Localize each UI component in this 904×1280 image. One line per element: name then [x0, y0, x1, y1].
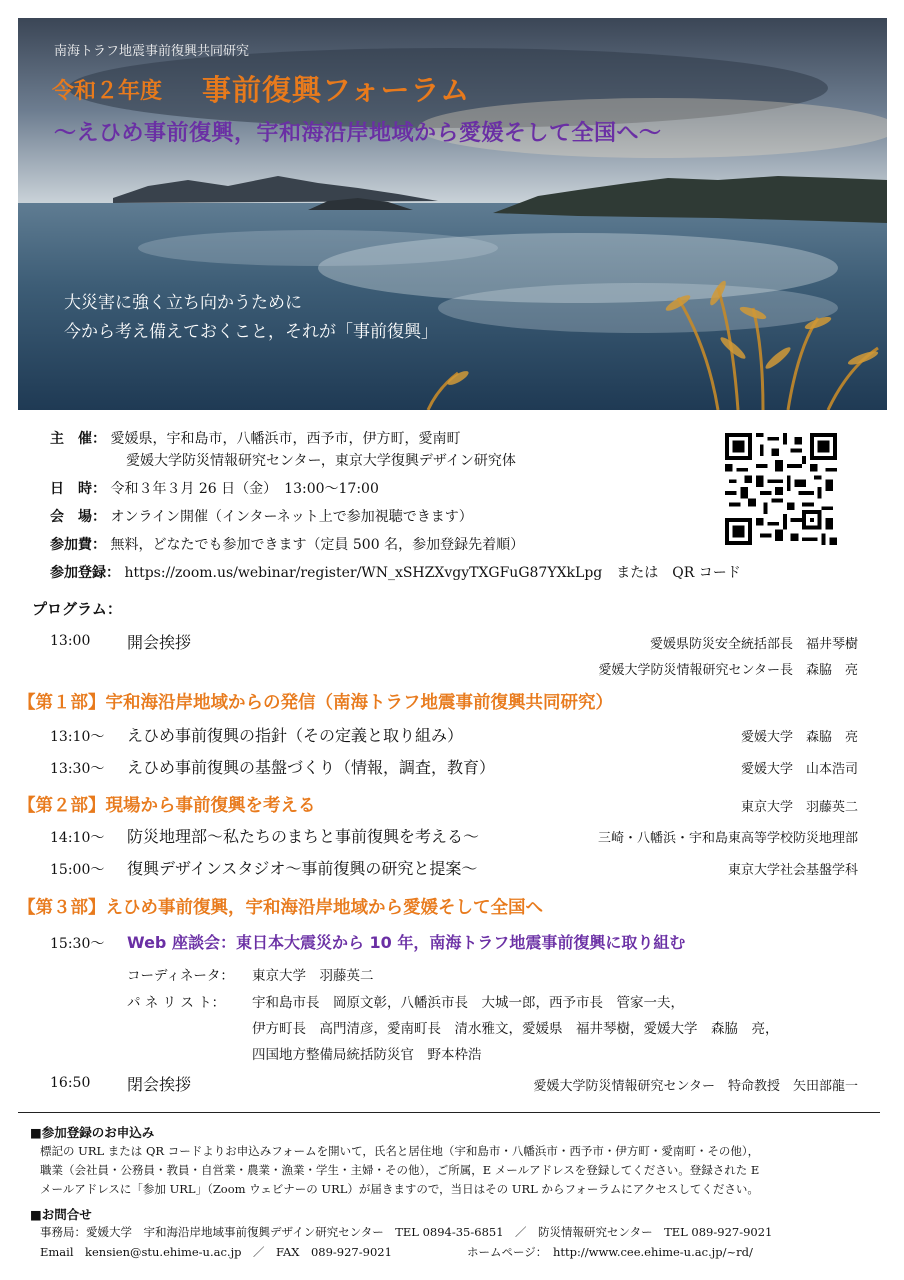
part3-time: 15:30〜	[50, 936, 105, 952]
footer-divider	[18, 1112, 880, 1113]
registration-url[interactable]: https://zoom.us/webinar/register/WN_xSHZXvgyTXGFuG87YXkLpg または QR コード	[124, 565, 741, 581]
part2-title: 【第２部】現場から事前復興を考える	[18, 796, 316, 816]
closing-speaker: 愛媛大学防災情報研究センター 特命教授 矢田部龍一	[533, 1079, 858, 1094]
date-value: 令和３年３月 26 日（金） 13:00〜17:00	[110, 481, 379, 497]
contact-email[interactable]: Email kensien@stu.ehime-u.ac.jp ／ FAX 089-927-9021	[40, 1245, 392, 1259]
host-line-1: 愛媛県，宇和島市，八幡浜市，西予市，伊方町，愛南町	[110, 431, 461, 447]
venue-label: 会 場：	[50, 509, 106, 525]
part3-title: 【第３部】えひめ事前復興，宇和海沿岸地域から愛媛そして全国へ	[18, 898, 543, 918]
part1-item2-title: えひめ事前復興の基盤づくり（情報，調査，教育）	[127, 758, 496, 777]
panelist-label: パ ネ リ ス ト：	[127, 995, 226, 1011]
page-title: 事前復興フォーラム	[202, 73, 471, 107]
hero-banner	[18, 18, 887, 410]
panelist-line-3: 四国地方整備局統括防災官 野本枠浩	[252, 1047, 482, 1063]
registration-heading: ■参加登録のお申込み	[30, 1125, 155, 1140]
coordinator-label: コーディネータ：	[127, 968, 234, 984]
closing-time: 16:50	[50, 1075, 91, 1091]
date-label: 日 時：	[50, 481, 106, 497]
part2-item1-speaker: 三崎・八幡浜・宇和島東高等学校防災地理部	[597, 831, 858, 846]
part1-item1-time: 13:10〜	[50, 729, 105, 745]
registration-text-3: メールアドレスに「参加 URL」（Zoom ウェビナーの URL）が届きますので，当日はその URL からフォーラムにアクセスしてください。	[40, 1182, 759, 1196]
opening-time: 13:00	[50, 633, 91, 649]
venue-value: オンライン開催（インターネット上で参加視聴できます）	[110, 509, 473, 525]
part3-session: Web 座談会：東日本大震災から 10 年，南海トラフ地震事前復興に取り組む	[127, 933, 686, 952]
registration-text-1: 標記の URL または QR コードよりお申込みフォームを開いて，氏名と居住地（宇和島市・八幡浜市・西予市・伊方町・愛南町・その他），	[40, 1144, 760, 1158]
fee-label: 参加費：	[50, 537, 106, 553]
contact-heading: ■お問合せ	[30, 1207, 92, 1222]
host-line-2: 愛媛大学防災情報研究センター，東京大学復興デザイン研究体	[126, 453, 516, 469]
subtitle: 〜えひめ事前復興，宇和海沿岸地域から愛媛そして全国へ〜	[54, 121, 662, 146]
qr-code-icon[interactable]	[725, 433, 837, 545]
panelist-line-2: 伊方町長 高門清彦，愛南町長 清水雅文，愛媛県 福井琴樹，愛媛大学 森脇 亮，	[252, 1021, 779, 1037]
fee-value: 無料，どなたでも参加できます（定員 500 名，参加登録先着順）	[110, 537, 525, 553]
tagline-line-2: 今から考え備えておくこと，それが「事前復興」	[64, 322, 438, 342]
opening-speaker-1: 愛媛県防災安全統括部長 福井琴樹	[649, 637, 858, 652]
part1-item1-speaker: 愛媛大学 森脇 亮	[740, 730, 858, 745]
contact-office: 事務局：愛媛大学 宇和海沿岸地域事前復興デザイン研究センター TEL 0894-35-6851 ／ 防災情報研究センター TEL 089-927-9021	[40, 1225, 773, 1239]
venue-row	[50, 506, 473, 526]
host-label: 主 催：	[50, 431, 106, 447]
registration-row	[50, 562, 741, 582]
opening-title: 開会挨拶	[127, 633, 192, 652]
panelist-line-1: 宇和島市長 岡原文彰，八幡浜市長 大城一郎，西予市長 管家一夫，	[252, 995, 684, 1011]
host-row-2	[126, 450, 516, 470]
part1-title: 【第１部】宇和海沿岸地域からの発信（南海トラフ地震事前復興共同研究）	[18, 693, 613, 713]
part2-speaker: 東京大学 羽藤英二	[740, 800, 858, 815]
coordinator-value: 東京大学 羽藤英二	[252, 968, 374, 984]
closing-title: 閉会挨拶	[127, 1075, 192, 1094]
part2-item1-title: 防災地理部〜私たちのまちと事前復興を考える〜	[127, 827, 480, 846]
part1-item2-time: 13:30〜	[50, 761, 105, 777]
part2-item2-time: 15:00〜	[50, 862, 105, 878]
part1-item1-title: えひめ事前復興の指針（その定義と取り組み）	[127, 726, 464, 745]
part1-item2-speaker: 愛媛大学 山本浩司	[740, 762, 858, 777]
title-year: 令和２年度	[52, 79, 163, 104]
part2-item2-speaker: 東京大学社会基盤学科	[727, 863, 858, 878]
part2-item1-time: 14:10〜	[50, 830, 105, 846]
host-row	[50, 428, 460, 448]
date-row	[50, 478, 379, 498]
registration-text-2: 職業（会社員・公務員・教員・自営業・農業・漁業・学生・主婦・その他），ご所属，E メールアドレスを登録してください。登録された E	[40, 1163, 760, 1177]
registration-label: 参加登録：	[50, 565, 120, 581]
organizer-line: 南海トラフ地震事前復興共同研究	[54, 44, 250, 59]
program-heading: プログラム：	[32, 600, 122, 618]
tagline-line-1: 大災害に強く立ち向かうために	[64, 293, 302, 313]
opening-speaker-2: 愛媛大学防災情報研究センター長 森脇 亮	[598, 663, 858, 678]
part2-item2-title: 復興デザインスタジオ〜事前復興の研究と提案〜	[127, 859, 478, 878]
contact-website[interactable]: ホームページ： http://www.cee.ehime-u.ac.jp/~rd/	[467, 1245, 753, 1259]
fee-row	[50, 534, 524, 554]
